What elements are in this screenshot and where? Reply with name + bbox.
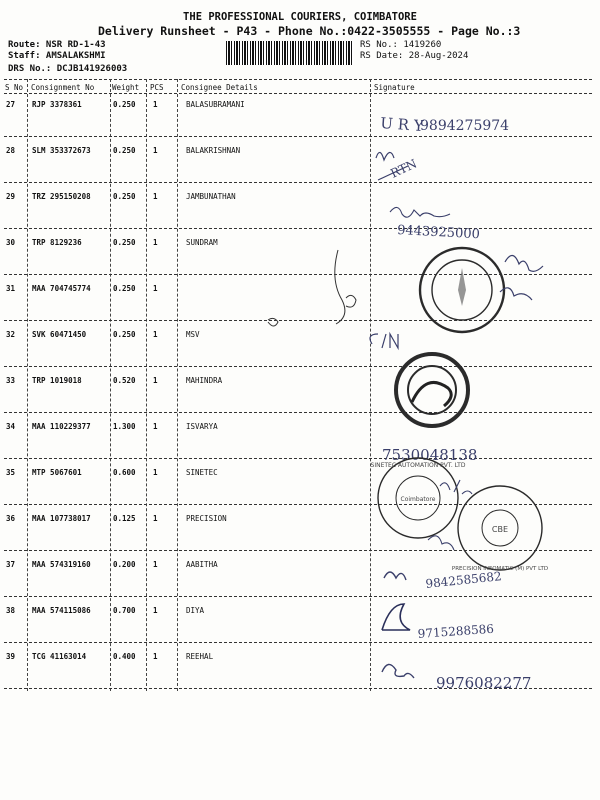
col-pcs-header: PCS [150,83,164,92]
row-sno: 38 [6,606,16,615]
row-pcs: 1 [153,652,158,661]
row-pcs: 1 [153,422,158,431]
col-signature-header: Signature [374,83,415,92]
row-weight: 1.300 [113,422,136,431]
row-sno: 27 [6,100,16,109]
row-consignment-no: TRP 8129236 [32,238,82,247]
row-consignee: PRECISION [186,514,227,523]
row-weight: 0.600 [113,468,136,477]
row-pcs: 1 [153,146,158,155]
row-pcs: 1 [153,560,158,569]
row-weight: 0.700 [113,606,136,615]
handwritten-phone: 9715288586 [417,621,495,641]
row-sno: 30 [6,238,16,247]
row-pcs: 1 [153,192,158,201]
col-consignee-header: Consignee Details [181,83,258,92]
runsheet-title: Delivery Runsheet - P43 - Phone No.:0422-3505555 - Page No.:3 [98,24,521,38]
row-sno: 35 [6,468,16,477]
row-consignment-no: RJP 3378361 [32,100,82,109]
signature-scribble [428,480,472,550]
row-consignment-no: SLM 353372673 [32,146,91,155]
row-weight: 0.200 [113,560,136,569]
row-consignment-no: TCG 41163014 [32,652,87,661]
row-consignee: JAMBUNATHAN [186,192,236,201]
row-sno: 36 [6,514,16,523]
row-weight: 0.250 [113,238,136,247]
row-consignee: DIYA [186,606,205,615]
stamp-ring-text: SINETEC AUTOMATION PVT. LTD [370,462,466,469]
col-consignment-header: Consignment No [31,83,95,92]
row-weight: 0.250 [113,192,136,201]
row-pcs: 1 [153,514,158,523]
row-consignee: SUNDRAM [186,238,218,247]
signature-scribble [382,604,410,630]
row-sno: 39 [6,652,16,661]
rs-date: RS Date: 28-Aug-2024 [360,51,469,61]
row-consignee: BALAKRISHNAN [186,146,241,155]
drs-number: DRS No.: DCJB141926003 [8,64,128,74]
stamp-ring-text: PRECISION INFOMATIC (M) PVT LTD [451,566,549,572]
row-consignment-no: MAA 704745774 [32,284,91,293]
row-sno: 37 [6,560,16,569]
signature-scribble [268,250,356,326]
signature-scribble [500,255,543,300]
col-weight-header: Weight [112,83,140,92]
row-weight: 0.250 [113,100,136,109]
row-consignee: ISVARYA [186,422,218,431]
row-consignee: MSV [186,330,200,339]
signature-scribble [382,664,414,678]
row-pcs: 1 [153,284,158,293]
row-weight: 0.250 [113,284,136,293]
row-consignee: MAHINDRA [186,376,223,385]
sinetec-company-stamp [371,458,466,538]
round-seal-stamp [396,354,468,426]
row-consignee: AABITHA [186,560,218,569]
row-pcs: 1 [153,606,158,615]
row-consignee: SINETEC [186,468,218,477]
row-sno: 29 [6,192,16,201]
row-consignment-no: MTP 5067601 [32,468,82,477]
row-pcs: 1 [153,376,158,385]
handwritten-phone: 7530048138 [382,446,478,464]
row-consignment-no: MAA 110229377 [32,422,91,431]
row-consignment-no: TRZ 295150208 [32,192,91,201]
handwritten-phone: 9976082277 [436,674,532,692]
handwritten-note: RTN [388,156,420,181]
row-weight: 0.520 [113,376,136,385]
signature-scribble [390,207,450,217]
signature-scribble [384,572,406,580]
row-sno: 34 [6,422,16,431]
row-pcs: 1 [153,330,158,339]
company-name: THE PROFESSIONAL COURIERS, COIMBATORE [183,11,417,23]
precision-company-stamp [452,486,548,572]
row-consignment-no: SVK 60471450 [32,330,87,339]
handwritten-phone: 9842585682 [424,569,503,591]
row-pcs: 1 [153,100,158,109]
row-weight: 0.400 [113,652,136,661]
round-seal-stamp [420,248,504,332]
route-label: Route: NSR RD-1-43 [8,40,106,50]
row-pcs: 1 [153,468,158,477]
row-sno: 33 [6,376,16,385]
row-consignee: BALASUBRAMANI [186,100,245,109]
row-sno: 31 [6,284,16,293]
handwritten-phone: 9443925000 [396,223,481,243]
row-consignment-no: TRP 1019018 [32,376,82,385]
row-consignment-no: MAA 107738017 [32,514,91,523]
row-sno: 32 [6,330,16,339]
handwritten-signature: U R Y [379,114,425,136]
handwritten-phone: 9894275974 [420,118,510,134]
staff-label: Staff: AMSALAKSHMI [8,51,106,61]
row-weight: 0.250 [113,146,136,155]
row-sno: 28 [6,146,16,155]
stamp-center-text: Coimbatore [400,496,436,503]
row-weight: 0.250 [113,330,136,339]
row-weight: 0.125 [113,514,136,523]
row-consignment-no: MAA 574115086 [32,606,91,615]
stamp-center-text: CBE [491,525,509,534]
row-consignment-no: MAA 574319160 [32,560,91,569]
row-consignee: REEHAL [186,652,214,661]
signature-scribble [370,334,398,348]
rs-number: RS No.: 1419260 [360,40,442,50]
col-sno-header: S No [5,83,24,92]
row-pcs: 1 [153,238,158,247]
